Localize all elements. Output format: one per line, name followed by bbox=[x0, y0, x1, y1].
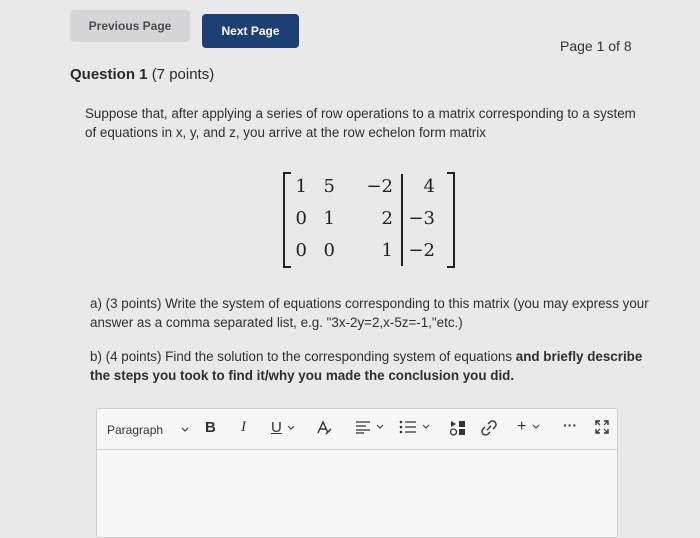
previous-page-button[interactable]: Previous Page bbox=[70, 10, 190, 42]
chevron-down-icon bbox=[376, 424, 384, 430]
question-heading bbox=[70, 66, 214, 83]
chevron-down-icon bbox=[181, 427, 189, 433]
bulleted-list-icon bbox=[399, 420, 417, 434]
matrix-cell: −2 bbox=[408, 240, 435, 261]
part-b-lead: b) (4 points) Find the solution to the corresponding system of equations bbox=[90, 349, 513, 364]
matrix-cell: 1 bbox=[323, 208, 335, 229]
chevron-down-icon bbox=[532, 424, 540, 430]
block-format-label: Paragraph bbox=[107, 423, 164, 437]
underline-button[interactable] bbox=[271, 419, 295, 436]
matrix-cell: 0 bbox=[323, 240, 335, 261]
align-left-icon bbox=[355, 420, 371, 434]
insert-button[interactable] bbox=[517, 418, 540, 436]
matrix-cell: 1 bbox=[295, 176, 307, 197]
text-color-icon bbox=[315, 420, 333, 436]
link-icon bbox=[481, 420, 497, 436]
underline-label: U bbox=[271, 419, 282, 436]
matrix-cell: 5 bbox=[323, 176, 335, 197]
insert-link-button[interactable] bbox=[481, 420, 497, 436]
next-page-button[interactable]: Next Page bbox=[202, 14, 299, 48]
chevron-down-icon bbox=[287, 425, 295, 431]
matrix-cell: 4 bbox=[423, 176, 435, 197]
part-a-instructions: a) (3 points) Write the system of equations corresponding to this matrix (you may express your answer as a comma separated list, e.g. "3x-2y=2,x-5z=-1,"etc.) bbox=[90, 296, 649, 330]
align-button[interactable] bbox=[355, 420, 384, 434]
question-title: Question 1 bbox=[70, 66, 148, 83]
list-button[interactable] bbox=[399, 420, 430, 434]
matrix-cell: −3 bbox=[408, 208, 435, 229]
part-b-emphasis: and briefly describe the steps you took to find it/why you made the conclusion you did. bbox=[90, 349, 643, 383]
page-indicator: Page 1 of 8 bbox=[560, 38, 632, 54]
question-prompt: Suppose that, after applying a series of row operations to a matrix corresponding to a system of equations in x, y, and z, you arrive at the row echelon form matrix bbox=[85, 106, 636, 140]
question-points: (7 points) bbox=[151, 66, 215, 83]
expand-icon bbox=[595, 420, 609, 434]
bold-button[interactable]: B bbox=[205, 419, 216, 436]
block-format-select[interactable] bbox=[107, 423, 189, 437]
media-icon bbox=[449, 420, 467, 436]
rich-text-editor bbox=[96, 408, 618, 538]
chevron-down-icon bbox=[422, 424, 430, 430]
more-options-button[interactable]: ··· bbox=[563, 417, 577, 433]
insert-media-button[interactable] bbox=[449, 420, 467, 436]
fullscreen-button[interactable] bbox=[595, 420, 609, 434]
matrix-right-bracket bbox=[447, 172, 455, 268]
matrix-cell: 0 bbox=[295, 240, 307, 261]
matrix-cell: 1 bbox=[381, 240, 393, 261]
plus-icon: + bbox=[517, 418, 527, 435]
part-b-instructions bbox=[90, 347, 650, 385]
editor-toolbar bbox=[97, 409, 617, 450]
matrix-cell: 0 bbox=[295, 208, 307, 229]
matrix-cell: −2 bbox=[366, 176, 393, 197]
italic-button[interactable]: I bbox=[241, 419, 246, 435]
augmented-matrix bbox=[283, 172, 455, 270]
text-color-button[interactable] bbox=[315, 420, 333, 436]
matrix-cell: 2 bbox=[381, 208, 393, 229]
